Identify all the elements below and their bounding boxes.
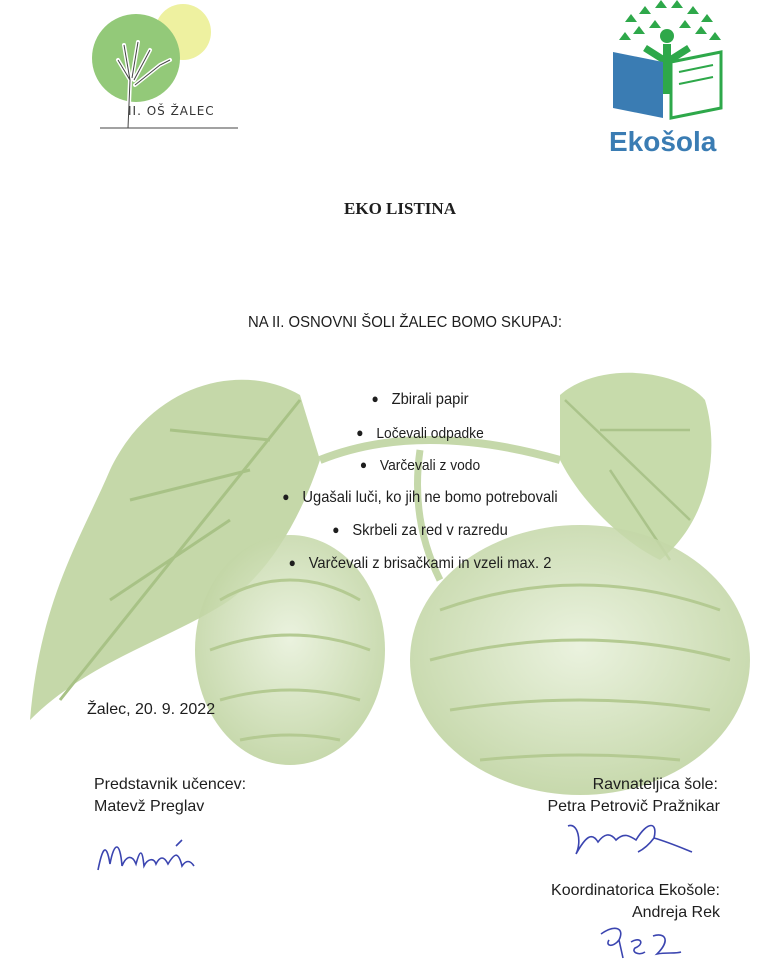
bullet-icon: ● xyxy=(356,425,364,440)
intro-heading: NA II. OSNOVNI ŠOLI ŽALEC BOMO SKUPAJ: xyxy=(248,314,562,331)
pledge-item xyxy=(34,489,770,507)
pledge-text: Ugašali luči, ko jih ne bomo potrebovali xyxy=(302,489,558,506)
bullet-icon: ● xyxy=(282,489,290,504)
ekosola-logo xyxy=(605,0,735,160)
representative-title: Predstavnik učencev: xyxy=(94,776,247,793)
representative-signature xyxy=(90,830,210,880)
document-title: EKO LISTINA xyxy=(344,199,456,218)
pledge-text: Skrbeli za red v razredu xyxy=(352,522,508,539)
school-logo xyxy=(88,0,248,135)
bullet-icon: ● xyxy=(288,555,296,570)
pledge-item xyxy=(34,425,770,442)
bullet-icon: ● xyxy=(359,457,368,472)
pledge-item xyxy=(34,391,770,409)
headmistress-signature xyxy=(558,812,698,862)
pledge-text: Varčevali z vodo xyxy=(379,457,481,474)
representative-name: Matevž Preglav xyxy=(94,798,205,815)
bullet-icon: ● xyxy=(332,522,340,537)
pledge-text: Zbirali papir xyxy=(391,391,469,408)
pledge-text: Ločevali odpadke xyxy=(376,425,484,442)
coordinator-title: Koordinatorica Ekošole: xyxy=(551,882,720,899)
document-date: Žalec, 20. 9. 2022 xyxy=(87,701,216,718)
bullet-icon: ● xyxy=(371,391,379,406)
pledge-item xyxy=(34,555,770,573)
coordinator-name: Andreja Rek xyxy=(631,904,720,921)
pledge-text: Varčevali z brisačkami in vzeli max. 2 xyxy=(308,555,552,572)
pledge-item xyxy=(34,522,770,540)
headmistress-title: Ravnateljica šole: xyxy=(592,776,718,793)
pledge-item xyxy=(34,457,770,474)
ekosola-logo-text: Ekošola xyxy=(609,126,717,157)
school-logo-text: II. OŠ ŽALEC xyxy=(128,104,215,118)
coordinator-signature xyxy=(595,918,685,963)
headmistress-name: Petra Petrovič Pražnikar xyxy=(547,798,720,815)
